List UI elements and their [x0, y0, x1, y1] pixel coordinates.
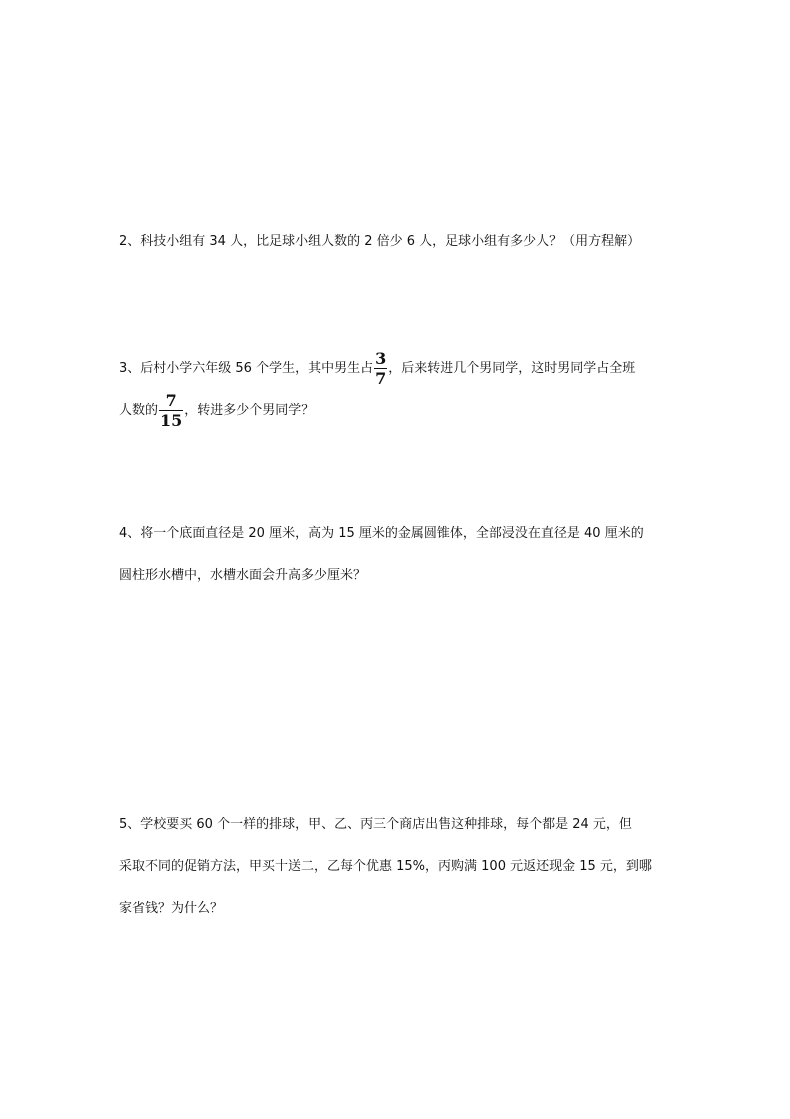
- problem-5-line-1: 5、学校要买 60 个一样的排球，甲、乙、丙三个商店出售这种排球，每个都是 24 元，但: [119, 817, 632, 832]
- fraction-numerator: 7: [159, 392, 183, 411]
- problem-5-line-3: 家省钱？为什么？: [119, 901, 224, 916]
- fraction-numerator: 3: [375, 349, 387, 368]
- fraction-denominator: 7: [375, 369, 387, 388]
- problem-3-text-b: ，后来转进几个男同学，这时男同学占全班: [388, 361, 636, 376]
- problem-3-text-d: ，转进多少个男同学？: [184, 403, 315, 418]
- problem-3-line-1: [119, 350, 635, 387]
- problem-5-line-2: 采取不同的促销方法，甲买十送二，乙每个优惠 15%，丙购满 100 元返还现金 15 元，到哪: [119, 859, 652, 874]
- problem-3-line-2: [119, 392, 314, 429]
- fraction-seven-fifteenths: [159, 392, 183, 429]
- problem-3-text-a: 3、后村小学六年级 56 个学生，其中男生占: [119, 361, 374, 376]
- problem-4-line-1: 4、将一个底面直径是 20 厘米，高为 15 厘米的金属圆锥体，全部浸没在直径是 40 厘米的: [119, 526, 644, 541]
- problem-2-text: 2、科技小组有 34 人，比足球小组人数的 2 倍少 6 人，足球小组有多少人？（用方程解）: [119, 234, 641, 249]
- fraction-denominator: 15: [160, 411, 183, 430]
- fraction-three-sevenths: [374, 350, 387, 387]
- problem-4-line-2: 圆柱形水槽中，水槽水面会升高多少厘米？: [119, 568, 367, 583]
- problem-3-text-c: 人数的: [119, 403, 159, 418]
